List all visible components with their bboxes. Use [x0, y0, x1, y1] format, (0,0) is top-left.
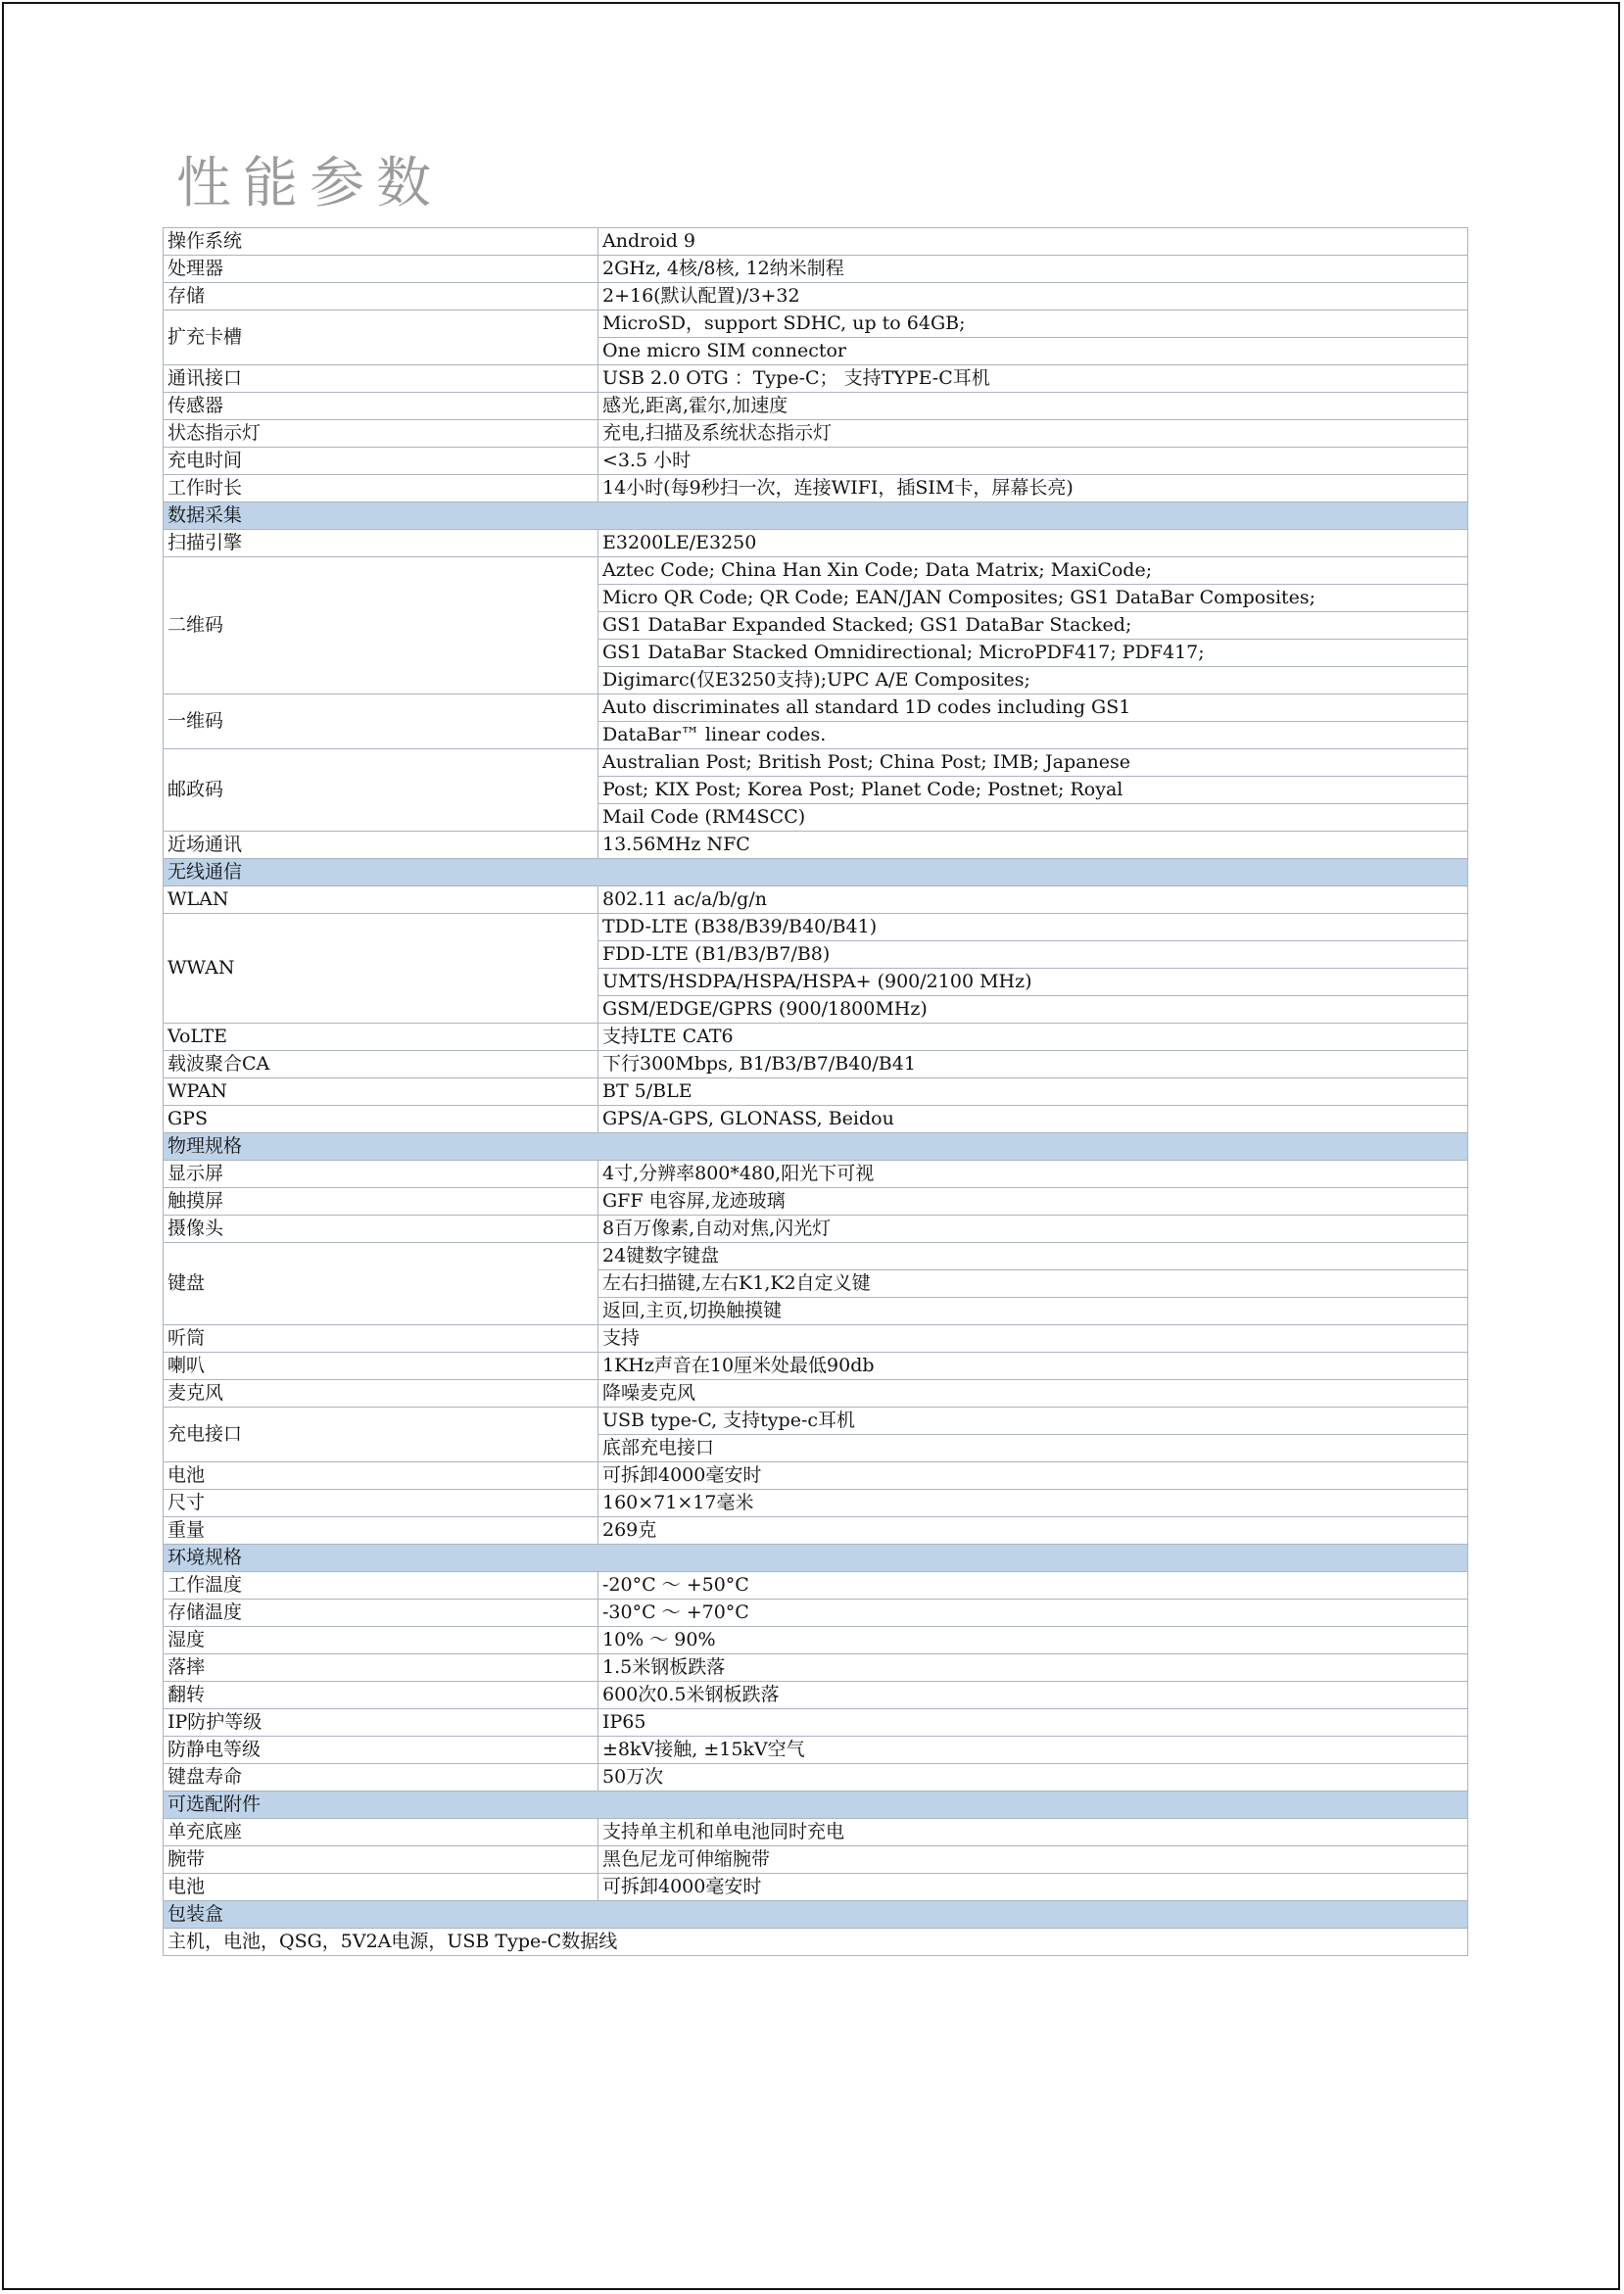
section-row	[164, 1792, 1468, 1819]
spec-label: 麦克风	[164, 1380, 598, 1408]
spec-label: IP防护等级	[164, 1709, 598, 1737]
spec-label: 近场通讯	[164, 832, 598, 859]
spec-label: WLAN	[164, 886, 598, 914]
spec-value: GPS/A-GPS, GLONASS, Beidou	[598, 1106, 1468, 1133]
spec-value: 支持单主机和单电池同时充电	[598, 1819, 1468, 1846]
spec-value: GSM/EDGE/GPRS (900/1800MHz)	[598, 996, 1468, 1024]
spec-label: 显示屏	[164, 1161, 598, 1188]
spec-label: 扫描引擎	[164, 530, 598, 557]
spec-label: 邮政码	[164, 749, 598, 832]
spec-label: 防静电等级	[164, 1737, 598, 1764]
table-row	[164, 393, 1468, 420]
page-title: 性能参数	[176, 152, 443, 215]
spec-value: Aztec Code; China Han Xin Code; Data Matrix; MaxiCode;	[598, 557, 1468, 585]
table-row	[164, 1462, 1468, 1490]
spec-value: 可拆卸4000毫安时	[598, 1874, 1468, 1901]
table-row	[164, 283, 1468, 311]
spec-label: 状态指示灯	[164, 420, 598, 448]
spec-value: 1.5米钢板跌落	[598, 1654, 1468, 1682]
spec-label: 电池	[164, 1462, 598, 1490]
spec-value: 支持	[598, 1325, 1468, 1353]
table-row	[164, 1737, 1468, 1764]
spec-label: 翻转	[164, 1682, 598, 1709]
spec-value: ±8kV接触, ±15kV空气	[598, 1737, 1468, 1764]
table-row	[164, 448, 1468, 475]
spec-value: 50万次	[598, 1764, 1468, 1792]
table-row	[164, 557, 1468, 585]
table-row	[164, 1490, 1468, 1517]
spec-value: Post; KIX Post; Korea Post; Planet Code; Postnet; Royal	[598, 777, 1468, 804]
spec-value: Auto discriminates all standard 1D codes including GS1	[598, 694, 1468, 722]
section-row	[164, 1133, 1468, 1161]
spec-value: DataBar™ linear codes.	[598, 722, 1468, 749]
spec-label: 工作时长	[164, 475, 598, 502]
table-row	[164, 475, 1468, 502]
spec-label: 湿度	[164, 1627, 598, 1654]
spec-label: 扩充卡槽	[164, 311, 598, 365]
spec-label: 充电时间	[164, 448, 598, 475]
spec-value: 4寸,分辨率800*480,阳光下可视	[598, 1161, 1468, 1188]
spec-label: 一维码	[164, 694, 598, 749]
table-row	[164, 1627, 1468, 1654]
spec-value: USB type-C, 支持type-c耳机	[598, 1408, 1468, 1435]
spec-value: 支持LTE CAT6	[598, 1024, 1468, 1051]
spec-value: -30°C ～ +70°C	[598, 1600, 1468, 1627]
spec-value: 底部充电接口	[598, 1435, 1468, 1462]
table-row	[164, 1243, 1468, 1270]
spec-label: 二维码	[164, 557, 598, 694]
spec-value: 充电,扫描及系统状态指示灯	[598, 420, 1468, 448]
table-row	[164, 256, 1468, 283]
spec-value: E3200LE/E3250	[598, 530, 1468, 557]
spec-value: BT 5/BLE	[598, 1078, 1468, 1106]
table-row	[164, 749, 1468, 777]
spec-label: WWAN	[164, 914, 598, 1024]
table-row	[164, 694, 1468, 722]
table-row	[164, 1709, 1468, 1737]
section-heading: 数据采集	[164, 502, 1468, 530]
table-row	[164, 1216, 1468, 1243]
spec-value: UMTS/HSDPA/HSPA/HSPA+ (900/2100 MHz)	[598, 969, 1468, 996]
table-row	[164, 886, 1468, 914]
spec-value: Micro QR Code; QR Code; EAN/JAN Composites; GS1 DataBar Composites;	[598, 585, 1468, 612]
table-row	[164, 832, 1468, 859]
spec-value: USB 2.0 OTG ：Type-C； 支持TYPE-C耳机	[598, 365, 1468, 393]
table-row	[164, 1819, 1468, 1846]
spec-label: 喇叭	[164, 1353, 598, 1380]
table-row	[164, 228, 1468, 256]
table-row	[164, 1106, 1468, 1133]
table-row	[164, 1874, 1468, 1901]
spec-label: 听筒	[164, 1325, 598, 1353]
spec-value: GS1 DataBar Expanded Stacked; GS1 DataBar Stacked;	[598, 612, 1468, 640]
spec-value: 黑色尼龙可伸缩腕带	[598, 1846, 1468, 1874]
spec-label: 键盘	[164, 1243, 598, 1325]
spec-label: 重量	[164, 1517, 598, 1545]
spec-label: 电池	[164, 1874, 598, 1901]
spec-value: 8百万像素,自动对焦,闪光灯	[598, 1216, 1468, 1243]
spec-label: 键盘寿命	[164, 1764, 598, 1792]
spec-value: Android 9	[598, 228, 1468, 256]
section-heading: 无线通信	[164, 859, 1468, 886]
spec-value: FDD-LTE (B1/B3/B7/B8)	[598, 941, 1468, 969]
spec-label: 传感器	[164, 393, 598, 420]
spec-label: 充电接口	[164, 1408, 598, 1462]
spec-value: Mail Code (RM4SCC)	[598, 804, 1468, 832]
spec-table	[163, 227, 1468, 1956]
table-row	[164, 1024, 1468, 1051]
table-row	[164, 1353, 1468, 1380]
spec-label: WPAN	[164, 1078, 598, 1106]
spec-value: 802.11 ac/a/b/g/n	[598, 886, 1468, 914]
spec-value: 2GHz, 4核/8核, 12纳米制程	[598, 256, 1468, 283]
table-row	[164, 1517, 1468, 1545]
table-row	[164, 1846, 1468, 1874]
spec-label: 通讯接口	[164, 365, 598, 393]
spec-value: 14小时(每9秒扫一次，连接WIFI，插SIM卡，屏幕长亮)	[598, 475, 1468, 502]
spec-label: 尺寸	[164, 1490, 598, 1517]
section-heading: 可选配附件	[164, 1792, 1468, 1819]
spec-value: 600次0.5米钢板跌落	[598, 1682, 1468, 1709]
table-row	[164, 420, 1468, 448]
table-row	[164, 1325, 1468, 1353]
table-row	[164, 365, 1468, 393]
spec-value: 下行300Mbps, B1/B3/B7/B40/B41	[598, 1051, 1468, 1078]
spec-label: 落摔	[164, 1654, 598, 1682]
spec-value: GS1 DataBar Stacked Omnidirectional; MicroPDF417; PDF417;	[598, 640, 1468, 667]
table-row	[164, 1051, 1468, 1078]
spec-value: 降噪麦克风	[598, 1380, 1468, 1408]
spec-value: 10% ～ 90%	[598, 1627, 1468, 1654]
table-row	[164, 1600, 1468, 1627]
section-heading: 物理规格	[164, 1133, 1468, 1161]
table-row	[164, 1161, 1468, 1188]
table-row	[164, 1188, 1468, 1216]
spec-label: 存储温度	[164, 1600, 598, 1627]
spec-value: Digimarc(仅E3250支持);UPC A/E Composites;	[598, 667, 1468, 694]
spec-value: 感光,距离,霍尔,加速度	[598, 393, 1468, 420]
spec-value: 返回,主页,切换触摸键	[598, 1298, 1468, 1325]
spec-label: 工作温度	[164, 1572, 598, 1600]
spec-label: 摄像头	[164, 1216, 598, 1243]
spec-value: Australian Post; British Post; China Post; IMB; Japanese	[598, 749, 1468, 777]
spec-value: 左右扫描键,左右K1,K2自定义键	[598, 1270, 1468, 1298]
table-row	[164, 1380, 1468, 1408]
spec-label: GPS	[164, 1106, 598, 1133]
spec-label: 存储	[164, 283, 598, 311]
spec-label: 触摸屏	[164, 1188, 598, 1216]
section-heading: 包装盒	[164, 1901, 1468, 1929]
spec-value: 2+16(默认配置)/3+32	[598, 283, 1468, 311]
spec-value: MicroSD，support SDHC, up to 64GB;	[598, 311, 1468, 338]
spec-label: 操作系统	[164, 228, 598, 256]
spec-label: 处理器	[164, 256, 598, 283]
table-row	[164, 311, 1468, 338]
spec-value: 1KHz声音在10厘米处最低90db	[598, 1353, 1468, 1380]
table-row	[164, 1929, 1468, 1956]
spec-label: VoLTE	[164, 1024, 598, 1051]
spec-value: <3.5 小时	[598, 448, 1468, 475]
table-row	[164, 1682, 1468, 1709]
package-contents: 主机，电池，QSG，5V2A电源，USB Type-C数据线	[164, 1929, 1468, 1956]
spec-value: -20°C ～ +50°C	[598, 1572, 1468, 1600]
spec-value: 160×71×17毫米	[598, 1490, 1468, 1517]
section-row	[164, 1901, 1468, 1929]
table-row	[164, 1078, 1468, 1106]
table-row	[164, 1572, 1468, 1600]
table-row	[164, 1654, 1468, 1682]
section-row	[164, 859, 1468, 886]
spec-label: 载波聚合CA	[164, 1051, 598, 1078]
spec-label: 单充底座	[164, 1819, 598, 1846]
section-row	[164, 502, 1468, 530]
spec-value: TDD-LTE (B38/B39/B40/B41)	[598, 914, 1468, 941]
spec-value: 269克	[598, 1517, 1468, 1545]
section-heading: 环境规格	[164, 1545, 1468, 1572]
spec-value: 可拆卸4000毫安时	[598, 1462, 1468, 1490]
spec-value: 24键数字键盘	[598, 1243, 1468, 1270]
spec-value: One micro SIM connector	[598, 338, 1468, 365]
spec-value: GFF 电容屏,龙迹玻璃	[598, 1188, 1468, 1216]
table-row	[164, 1764, 1468, 1792]
section-row	[164, 1545, 1468, 1572]
table-row	[164, 530, 1468, 557]
spec-label: 腕带	[164, 1846, 598, 1874]
table-row	[164, 1408, 1468, 1435]
spec-value: IP65	[598, 1709, 1468, 1737]
spec-value: 13.56MHz NFC	[598, 832, 1468, 859]
table-row	[164, 914, 1468, 941]
